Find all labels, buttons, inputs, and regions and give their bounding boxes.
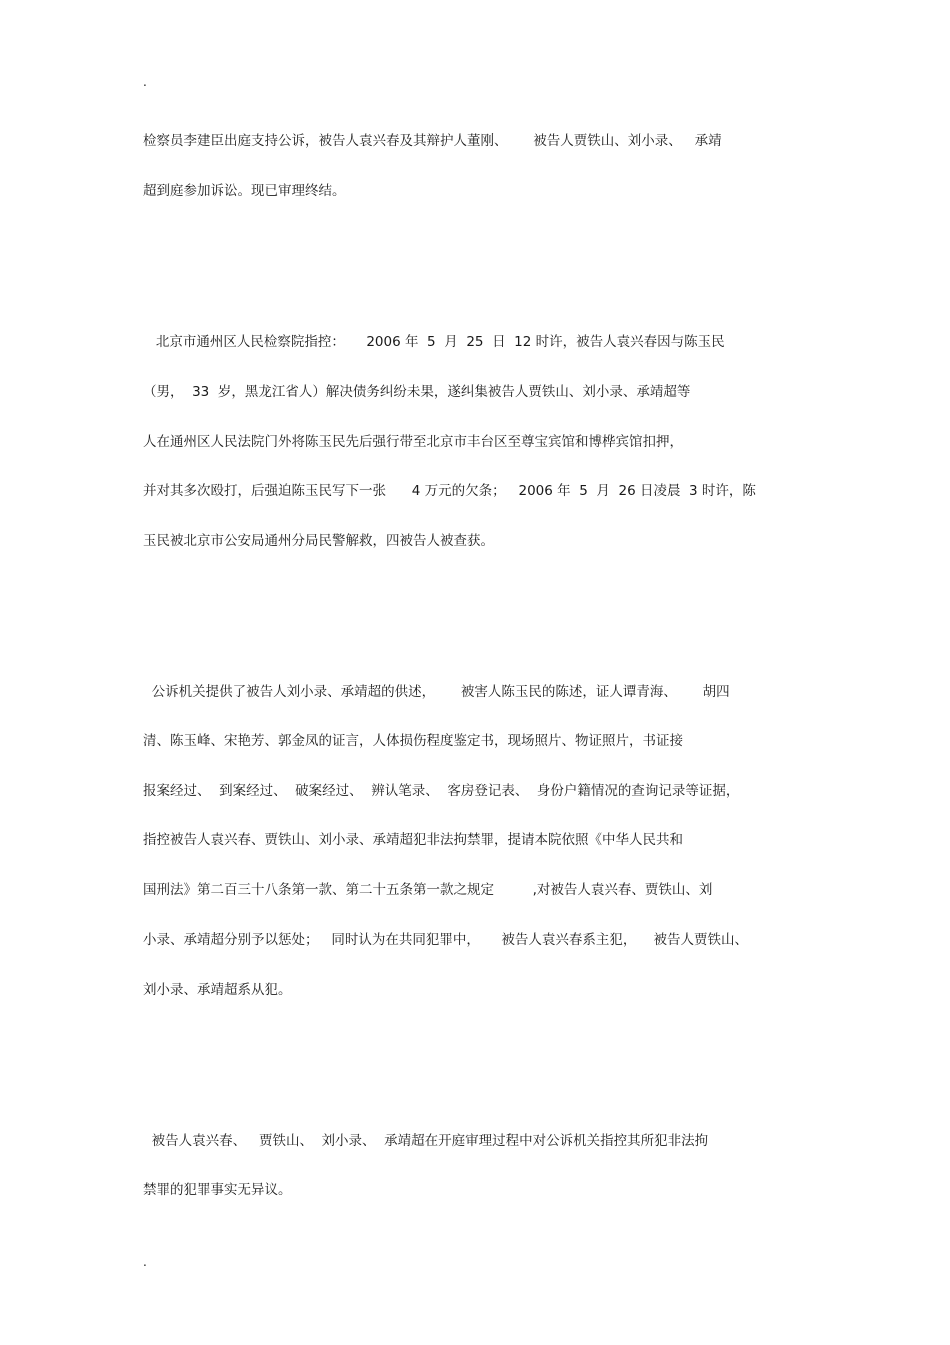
paragraph-1-line-1: 检察员李建臣出庭支持公诉，被告人袁兴春及其辩护人董刚、 被告人贾铁山、刘小录、 承靖 (143, 133, 722, 149)
paragraph-1-line-2: 超到庭参加诉讼。现已审理终结。 (143, 183, 346, 199)
paragraph-3-line-7: 刘小录、承靖超系从犯。 (143, 982, 292, 998)
paragraph-2-line-2: （男， 33 岁，黑龙江省人）解决债务纠纷未果，遂纠集被告人贾铁山、刘小录、承靖超等 (143, 384, 691, 400)
paragraph-4-line-1: 被告人袁兴春、 贾铁山、 刘小录、 承靖超在开庭审理过程中对公诉机关指控其所犯非法拘 (143, 1133, 709, 1149)
paragraph-3-line-4: 指控被告人袁兴春、贾铁山、刘小录、承靖超犯非法拘禁罪，提请本院依照《中华人民共和 (143, 832, 683, 848)
paragraph-3-line-6: 小录、承靖超分别予以惩处； 同时认为在共同犯罪中， 被告人袁兴春系主犯， 被告人贾铁山、 (143, 932, 748, 948)
paragraph-2-line-4: 并对其多次殴打，后强迫陈玉民写下一张 4 万元的欠条； 2006 年 5 月 26 日凌晨 3 时许，陈 (143, 483, 756, 499)
paragraph-4-line-2: 禁罪的犯罪事实无异议。 (143, 1182, 292, 1198)
paragraph-3-line-3: 报案经过、 到案经过、 破案经过、 辨认笔录、 客房登记表、 身份户籍情况的查询记录等证据， (143, 783, 740, 799)
paragraph-2-line-1: 北京市通州区人民检察院指控： 2006 年 5 月 25 日 12 时许，被告人袁兴春因与陈玉民 (143, 334, 725, 350)
paragraph-2-line-5: 玉民被北京市公安局通州分局民警解救，四被告人被查获。 (143, 533, 494, 549)
paragraph-3-line-1: 公诉机关提供了被告人刘小录、承靖超的供述， 被害人陈玉民的陈述，证人谭青海、 胡四 (143, 684, 730, 700)
paragraph-3-line-5: 国刑法》第二百三十八条第一款、第二十五条第一款之规定 ,对被告人袁兴春、贾铁山、刘 (143, 882, 713, 898)
paragraph-2-line-3: 人在通州区人民法院门外将陈玉民先后强行带至北京市丰台区至尊宝宾馆和博桦宾馆扣押， (143, 434, 683, 450)
paragraph-3-line-2: 清、陈玉峰、宋艳芳、郭金凤的证言，人体损伤程度鉴定书，现场照片、物证照片，书证接 (143, 733, 683, 749)
footer-mark: . (143, 1255, 147, 1269)
header-mark: . (143, 75, 147, 89)
